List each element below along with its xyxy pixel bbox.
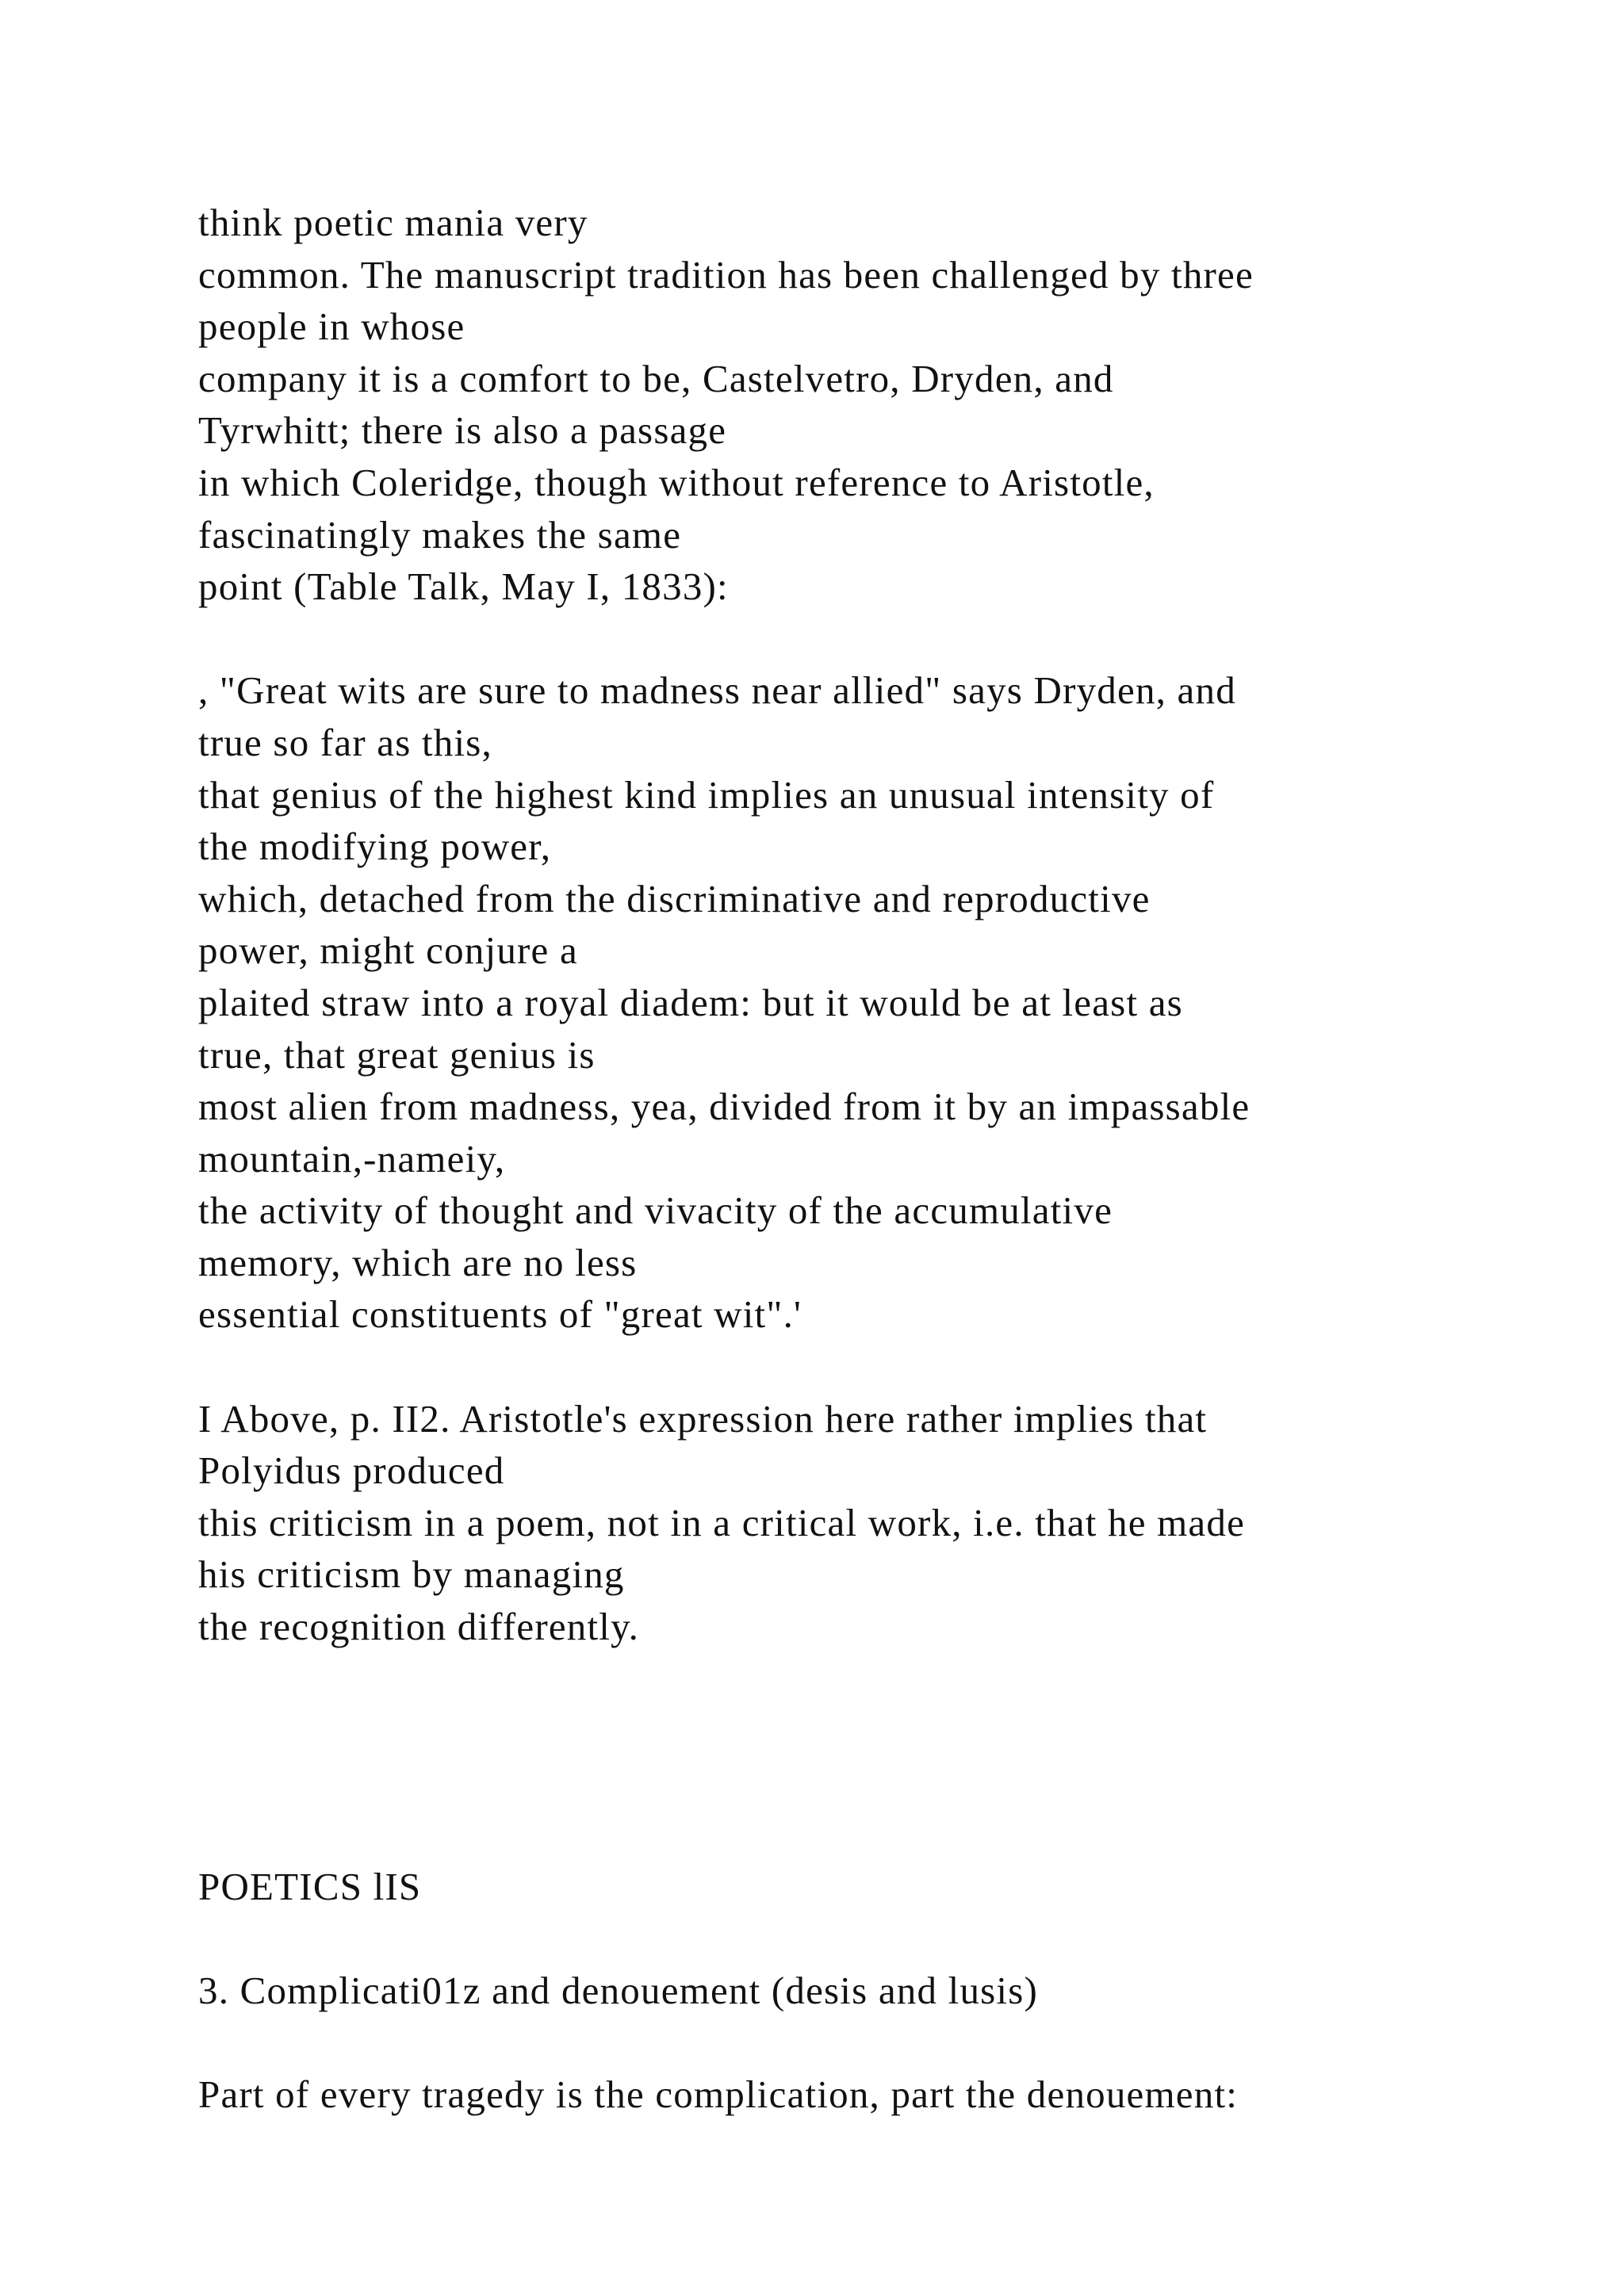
text-line: common. The manuscript tradition has been challenged by three bbox=[198, 252, 1254, 297]
text-line: which, detached from the discriminative and reproductive bbox=[198, 876, 1151, 920]
paragraph-gap bbox=[198, 613, 1546, 665]
text-line: in which Coleridge, though without reference to Aristotle, bbox=[198, 460, 1155, 504]
text-line: people in whose bbox=[198, 304, 465, 349]
closing-line: Part of every tragedy is the complication, part the denouement: bbox=[198, 2072, 1239, 2116]
text-line: , "Great wits are sure to madness near allied" says Dryden, and bbox=[198, 668, 1236, 713]
text-line: think poetic mania very bbox=[198, 201, 588, 244]
text-line: fascinatingly makes the same bbox=[198, 512, 682, 557]
text-line: that genius of the highest kind implies an unusual intensity of bbox=[198, 772, 1215, 817]
text-line: plaited straw into a royal diadem: but it would be at least as bbox=[198, 980, 1183, 1024]
text-line: Polyidus produced bbox=[198, 1448, 505, 1493]
text-line: Tyrwhitt; there is also a passage bbox=[198, 408, 727, 453]
text-line: the activity of thought and vivacity of the accumulative bbox=[198, 1188, 1113, 1233]
running-head: POETICS lIS bbox=[198, 1864, 422, 1908]
text-line: true so far as this, bbox=[198, 720, 492, 764]
text-line: the modifying power, bbox=[198, 825, 552, 869]
paragraph-gap bbox=[198, 2016, 1546, 2068]
text-line: essential constituents of "great wit".' bbox=[198, 1292, 802, 1337]
section-heading: 3. Complicati01z and denouement (desis and lusis) bbox=[198, 1968, 1039, 2012]
paragraph-gap bbox=[198, 1912, 1546, 1965]
text-line: I Above, p. II2. Aristotle's expression here rather implies that bbox=[198, 1396, 1208, 1441]
text-line: this criticism in a poem, not in a critical work, i.e. that he made bbox=[198, 1500, 1246, 1544]
text-line: company it is a comfort to be, Castelvetro, Dryden, and bbox=[198, 356, 1114, 400]
paragraph-coleridge-quote bbox=[198, 664, 1546, 1341]
paragraph-gap bbox=[198, 1341, 1546, 1393]
footnote-polyidus bbox=[198, 1393, 1546, 1653]
paragraph-coleridge-intro bbox=[198, 197, 1546, 613]
text-line: power, might conjure a bbox=[198, 928, 578, 973]
text-line: true, that great genius is bbox=[198, 1032, 596, 1077]
text-line: mountain,-nameiy, bbox=[198, 1136, 506, 1181]
text-line: memory, which are no less bbox=[198, 1240, 638, 1284]
text-line: the recognition differently. bbox=[198, 1605, 640, 1649]
section-gap bbox=[198, 1653, 1546, 1861]
text-line: most alien from madness, yea, divided from it by an impassable bbox=[198, 1085, 1251, 1129]
document-page bbox=[198, 197, 1546, 2121]
text-line: his criticism by managing bbox=[198, 1552, 625, 1597]
text-line: point (Table Talk, May I, 1833): bbox=[198, 564, 729, 609]
